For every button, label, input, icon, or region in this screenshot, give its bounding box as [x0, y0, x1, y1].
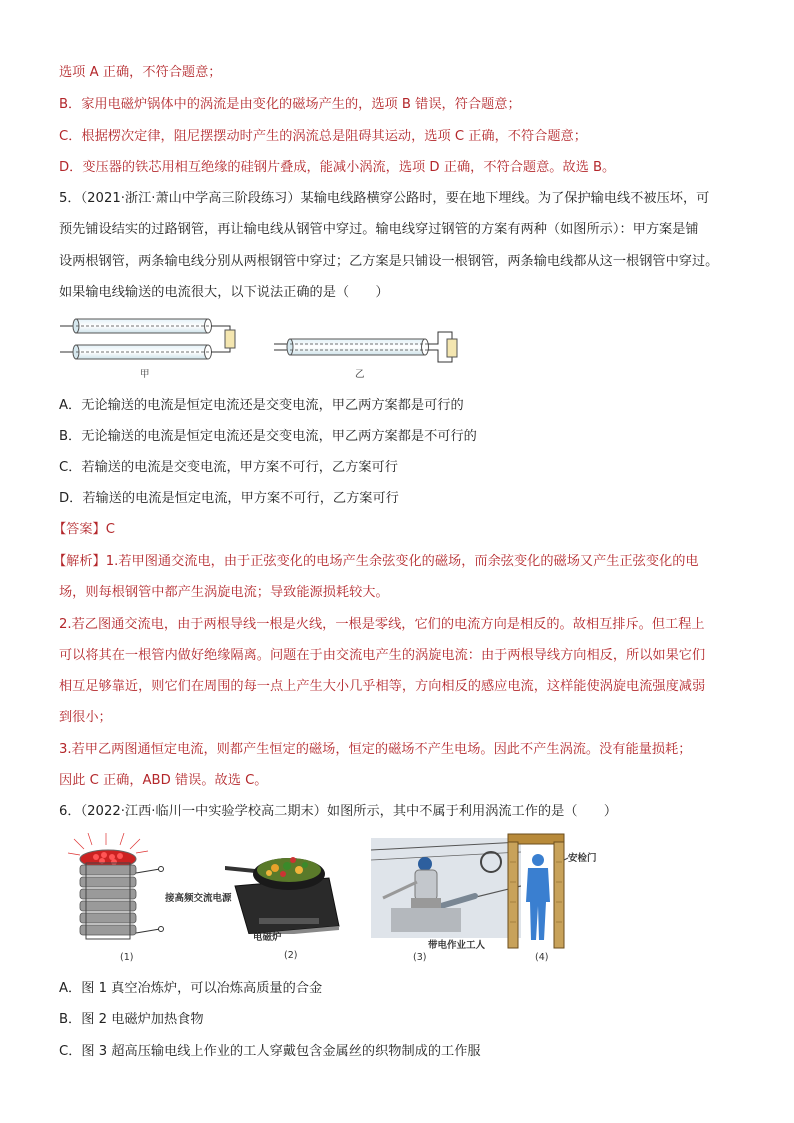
q5-analysis-line-4: 可以将其在一根管内做好绝缘隔离。问题在于由交流电产生的涡旋电流：由于两根导线方向相反，所以如果它们 [59, 648, 706, 663]
q5-option-c: C．若输送的电流是交变电流，甲方案不可行，乙方案可行 [59, 460, 398, 475]
fig2-number: (2) [284, 950, 298, 961]
q6-option-b: B．图 2 电磁炉加热食物 [59, 1012, 204, 1027]
fig4-number: (4) [535, 952, 549, 963]
analysis-line-b: B．家用电磁炉锅体中的涡流是由变化的磁场产生的，选项 B 错误，符合题意； [59, 97, 521, 112]
q5-pipe-figure [56, 310, 476, 382]
q5-stem-line-1: 5．（2021·浙江·萧山中学高三阶段练习）某输电线路横穿公路时，要在地下埋线。为了保护输电线不被压坏，可 [59, 191, 710, 206]
q6-stem: 6．（2022·江西·临川一中实验学校高二期末）如图所示，其中不属于利用涡流工作的是（ ） [59, 804, 618, 819]
furnace-figure [66, 833, 166, 953]
q5-stem-line-3: 设两根钢管，两条输电线分别从两根钢管中穿过；乙方案是只铺设一根钢管，两条输电线都从这一根钢管中穿过。 [59, 254, 719, 269]
q5-analysis-line-8: 因此 C 正确，ABD 错误。故选 C。 [59, 773, 268, 788]
analysis-line-d: D．变压器的铁芯用相互绝缘的硅钢片叠成，能减小涡流，选项 D 正确，不符合题意。故选 B。 [59, 160, 616, 175]
fig2-caption: 电磁炉 [253, 932, 282, 943]
pipe-top [60, 319, 228, 333]
q5-option-a: A．无论输送的电流是恒定电流还是交变电流，甲乙两方案都是可行的 [59, 398, 464, 413]
q5-analysis-line-6: 到很小； [59, 710, 112, 725]
analysis-line-a: 选项 A 正确，不符合题意； [59, 65, 222, 80]
pipe-bottom [60, 345, 228, 359]
answer-value: C [105, 522, 115, 537]
induction-cooker-figure [225, 838, 345, 934]
analysis-line-c: C．根据楞次定律，阻尼摆摆动时产生的涡流总是阻碍其运动，选项 C 正确，不符合题意； [59, 129, 587, 144]
live-line-worker-figure [371, 838, 521, 938]
q5-analysis-line-5: 相互足够靠近，则它们在周围的每一点上产生大小几乎相等，方向相反的感应电流，这样能使涡旋电流强度减弱 [59, 679, 706, 694]
analysis-tag: 【解析】 [53, 554, 106, 569]
fig3-caption: 带电作业工人 [428, 940, 486, 951]
q5-figure-label-jia: 甲 [140, 369, 150, 380]
q5-stem-line-4: 如果输电线输送的电流很大，以下说法正确的是（ ） [59, 285, 389, 300]
q6-option-c: C．图 3 超高压输电线上作业的工人穿戴包含金属丝的织物制成的工作服 [59, 1044, 481, 1059]
q5-answer [53, 521, 115, 539]
q5-option-d: D．若输送的电流是恒定电流，甲方案不可行，乙方案可行 [59, 491, 399, 506]
q5-analysis-line-3: 2.若乙图通交流电，由于两根导线一根是火线，一根是零线，它们的电流方向是相反的。故相互排斥。但工程上 [59, 617, 705, 632]
q5-stem-line-2: 预先铺设结实的过路钢管，再让输电线从钢管中穿过。输电线穿过钢管的方案有两种（如图所示）：甲方案是铺 [59, 222, 699, 237]
answer-tag: 【答案】 [53, 522, 106, 537]
fig1-caption: 接高频交流电源 [165, 893, 232, 904]
q6-option-a: A．图 1 真空冶炼炉，可以冶炼高质量的合金 [59, 981, 323, 996]
fig1-number: (1) [120, 952, 134, 963]
q5-analysis-line-2: 场，则每根钢管中都产生涡旋电流；导致能源损耗较大。 [59, 585, 389, 600]
q5-analysis-line-7: 3.若甲乙两图通恒定电流，则都产生恒定的磁场，恒定的磁场不产生电场。因此不产生涡流。没有能量损耗； [59, 742, 692, 757]
pipe-single [274, 339, 429, 355]
fig4-caption: 安检门 [568, 853, 597, 864]
q5-figure-label-yi: 乙 [355, 369, 365, 380]
q5-analysis-line-1 [53, 553, 699, 571]
analysis-text-1: 1.若甲图通交流电，由于正弦变化的电场产生余弦变化的磁场，而余弦变化的磁场又产生正弦变化的电 [105, 554, 699, 569]
fig3-number: (3) [413, 952, 427, 963]
q5-option-b: B．无论输送的电流是恒定电流还是交变电流，甲乙两方案都是不可行的 [59, 429, 477, 444]
